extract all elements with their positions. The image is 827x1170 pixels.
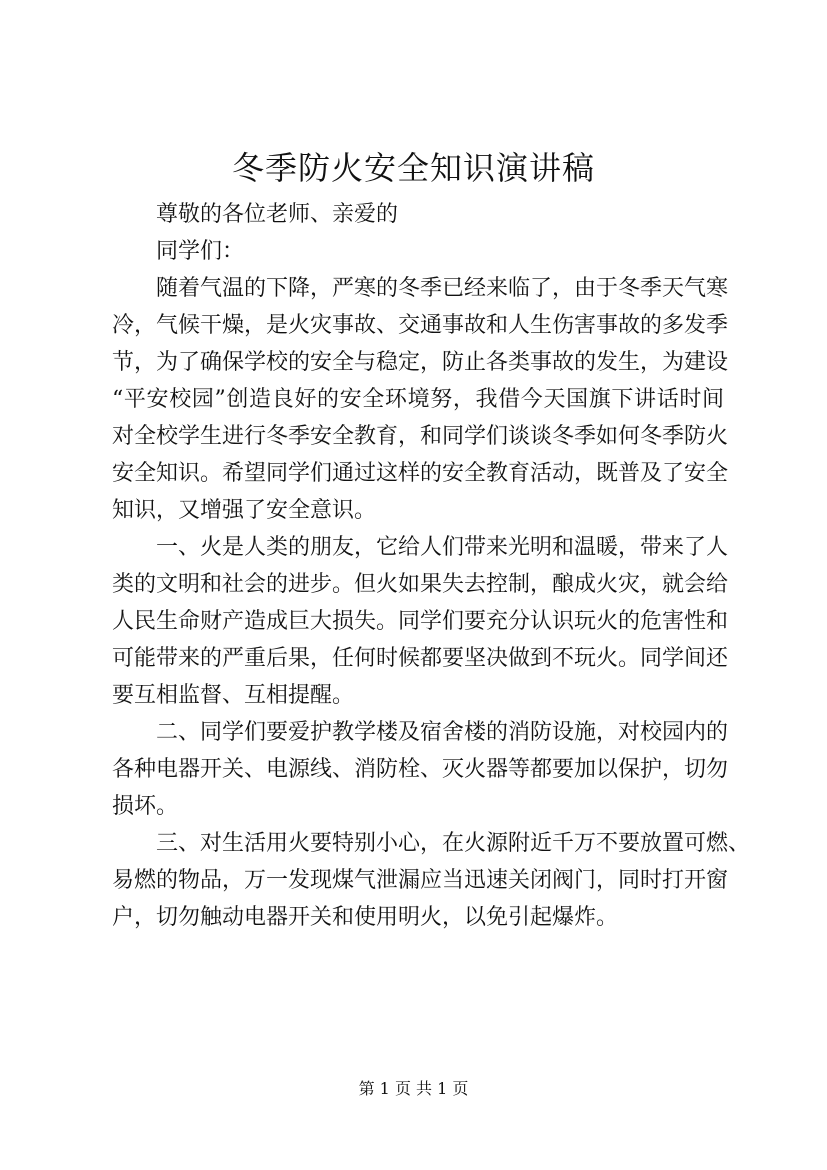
text-line: 尊敬的各位老师、亲爱的 — [156, 202, 399, 227]
text-line: 人民生命财产造成巨大损失。同学们要充分认识玩火的危害性和 — [112, 609, 729, 634]
text-line: 节，为了确保学校的安全与稳定，防止各类事故的发生，为建设 — [112, 350, 729, 375]
document-title: 冬季防火安全知识演讲稿 — [231, 149, 595, 187]
text-line: 知识，又增强了安全意识。 — [112, 498, 377, 523]
text-line: 对全校学生进行冬季安全教育，和同学们谈谈冬季如何冬季防火 — [112, 424, 729, 449]
text-line: 安全知识。希望同学们通过这样的安全教育活动，既普及了安全 — [112, 461, 729, 486]
text-line: 三、对生活用火要特别小心，在火源附近千万不要放置可燃、 — [156, 831, 751, 856]
text-line: 损坏。 — [112, 794, 179, 819]
text-line: 户，切勿触动电器开关和使用明火，以免引起爆炸。 — [112, 905, 619, 930]
text-line: 易燃的物品，万一发现煤气泄漏应当迅速关闭阀门，同时打开窗 — [112, 868, 729, 893]
text-line: 各种电器开关、电源线、消防栓、灭火器等都要加以保护，切勿 — [112, 757, 729, 782]
text-line: 随着气温的下降，严寒的冬季已经来临了，由于冬季天气寒 — [156, 276, 729, 301]
text-line: 要互相监督、互相提醒。 — [112, 683, 355, 708]
text-line: 一、火是人类的朋友，它给人们带来光明和温暖，带来了人 — [156, 535, 729, 560]
text-line: 二、同学们要爱护教学楼及宿舍楼的消防设施，对校园内的 — [156, 720, 729, 745]
document-body — [112, 196, 751, 936]
text-line: 同学们： — [156, 239, 245, 264]
text-line: 冷，气候干燥，是火灾事故、交通事故和人生伤害事故的多发季 — [112, 313, 729, 338]
page-footer: 第 1 页 共 1 页 — [358, 1079, 469, 1098]
text-line: 类的文明和社会的进步。但火如果失去控制，酿成火灾，就会给 — [112, 572, 729, 597]
text-line: “平安校园”创造良好的安全环境努，我借今天国旗下讲话时间 — [112, 387, 724, 412]
text-line: 可能带来的严重后果，任何时候都要坚决做到不玩火。同学间还 — [112, 646, 729, 671]
